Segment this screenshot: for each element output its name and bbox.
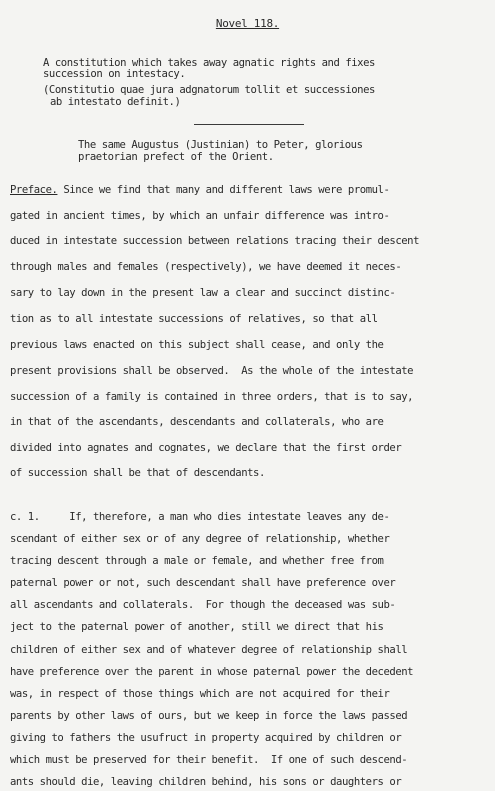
chapter-1-line: scendant of either sex or of any degree of relationship, whether <box>10 533 390 545</box>
chapter-1-line: tracing descent through a male or female, and whether free from <box>10 555 384 567</box>
preface-line: present provisions shall be observed. As the whole of the intestate <box>10 365 414 377</box>
novel-title: Novel 118. <box>215 17 280 30</box>
chapter-1-line: all ascendants and collaterals. For though the deceased was sub- <box>10 599 396 611</box>
preface-line: duced in intestate succession between relations tracing their descent <box>10 235 420 247</box>
chapter-1-line: ants should die, leaving children behind, his sons or daughters or <box>10 776 402 788</box>
heading-line-2: succession on intestacy. <box>43 68 186 80</box>
heading-line-1: A constitution which takes away agnatic rights and fixes <box>43 57 375 69</box>
preface-line: sary to lay down in the present law a clear and succinct distinc- <box>10 287 396 299</box>
preface-line: through males and females (respectively), we have deemed it neces- <box>10 261 402 273</box>
latin-heading-line-1: (Constitutio quae jura adgnatorum tollit et successiones <box>43 84 375 96</box>
chapter-1-line: parents by other laws of ours, but we keep in force the laws passed <box>10 710 408 722</box>
preface-label: Preface. <box>10 184 58 196</box>
preface-line-1-text: Since we find that many and different laws were promul- <box>57 184 390 196</box>
chapter-1-line: was, in respect of those things which are not acquired for their <box>10 688 390 700</box>
latin-heading-line-2: ab intestato definit.) <box>50 96 181 108</box>
chapter-1-line: giving to fathers the usufruct in property acquired by children or <box>10 732 402 744</box>
chapter-1-line: paternal power or not, such descendant shall have preference over <box>10 577 396 589</box>
separator-rule <box>194 124 304 125</box>
chapter-1-line: which must be preserved for their benefit. If one of such descend- <box>10 754 408 766</box>
preface-line: divided into agnates and cognates, we declare that the first order <box>10 442 402 454</box>
address-line-1: The same Augustus (Justinian) to Peter, glorious <box>78 139 363 151</box>
preface-line: of succession shall be that of descendants. <box>10 467 265 479</box>
chapter-1-line: ject to the paternal power of another, still we direct that his <box>10 621 384 633</box>
preface-line: gated in ancient times, by which an unfair difference was intro- <box>10 210 390 222</box>
preface-line: in that of the ascendants, descendants and collaterals, who are <box>10 416 384 428</box>
preface-line-1 <box>10 184 389 197</box>
address-line-2: praetorian prefect of the Orient. <box>78 151 274 163</box>
chapter-1-line: children of either sex and of whatever degree of relationship shall <box>10 644 408 656</box>
chapter-1-line: c. 1. If, therefore, a man who dies intestate leaves any de- <box>10 511 390 523</box>
preface-line: previous laws enacted on this subject shall cease, and only the <box>10 339 384 351</box>
chapter-1-line: have preference over the parent in whose paternal power the decedent <box>10 666 414 678</box>
preface-line: tion as to all intestate successions of relatives, so that all <box>10 313 378 325</box>
preface-line: succession of a family is contained in three orders, that is to say, <box>10 391 414 403</box>
